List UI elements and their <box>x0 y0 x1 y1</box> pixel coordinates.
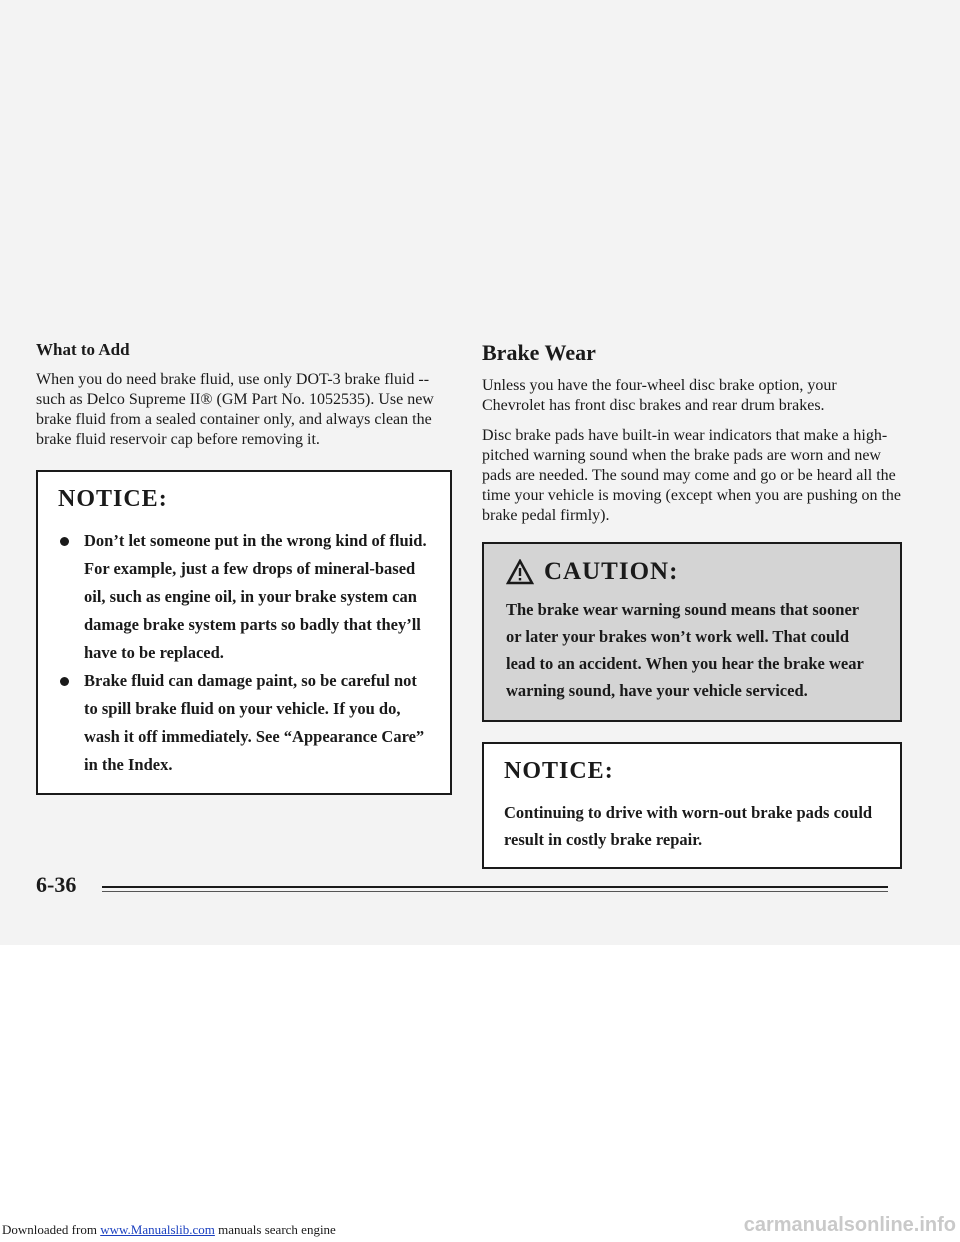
caution-text: The brake wear warning sound means that sooner or later your brakes won’t work well. That could lead to an accident. When you hear the brake wear warning sound, have your vehicle serviced. <box>506 600 864 700</box>
notice-box-pads <box>482 742 902 869</box>
notice-item-text: Don’t let someone put in the wrong kind of fluid. For example, just a few drops of mineral-based oil, such as engine oil, in your brake system can damage brake system parts so badly that they’ll have to be replaced. <box>84 531 427 662</box>
caution-box <box>482 542 902 722</box>
watermark-logo: carmanualsonline.info <box>743 1214 956 1236</box>
banner-prefix: Downloaded from <box>2 1222 97 1237</box>
bullet-icon <box>60 537 69 546</box>
footer-rule <box>102 886 888 888</box>
right-column <box>482 340 902 869</box>
notice-item <box>58 527 430 667</box>
left-column <box>36 340 452 795</box>
bullet-icon <box>60 677 69 686</box>
notice-item <box>58 667 430 779</box>
notice-list <box>58 527 430 779</box>
notice-item-text: Brake fluid can damage paint, so be careful not to spill brake fluid on your vehicle. If you do, wash it off immediately. See “Appearance Care” in the Index. <box>84 671 425 774</box>
manualslib-link[interactable]: www.Manualslib.com <box>100 1222 215 1237</box>
brake-wear-heading: Brake Wear <box>482 340 596 365</box>
notice-title: NOTICE: <box>504 758 614 784</box>
what-to-add-heading: What to Add <box>36 340 130 359</box>
brake-fluid-paragraph: When you do need brake fluid, use only DOT-3 brake fluid -- such as Delco Supreme II® (GM Part No. 1052535). Use new brake fluid from a sealed container only, and always clean the brake fluid reservoir cap before removing it. <box>36 371 434 448</box>
footer-rule-thin <box>102 891 888 892</box>
notice-title: NOTICE: <box>58 486 168 512</box>
brake-wear-paragraph-2: Disc brake pads have built-in wear indicators that make a high-pitched warning sound when the brake pads are worn and new pads are needed. The sound may come and go or be heard all the time your vehicle is moving (except when you are pushing on the brake pedal firmly). <box>482 427 902 524</box>
page-number: 6-36 <box>36 872 82 898</box>
notice-text: Continuing to drive with worn-out brake pads could result in costly brake repair. <box>504 803 873 849</box>
banner-suffix: manuals search engine <box>218 1222 336 1237</box>
caution-header <box>506 558 878 586</box>
brake-wear-paragraph-1: Unless you have the four-wheel disc brake option, your Chevrolet has front disc brakes and rear drum brakes. <box>482 377 837 414</box>
download-banner <box>2 1222 336 1238</box>
caution-title: CAUTION: <box>544 558 679 585</box>
warning-triangle-icon <box>506 559 534 585</box>
notice-box-fluid <box>36 470 452 795</box>
